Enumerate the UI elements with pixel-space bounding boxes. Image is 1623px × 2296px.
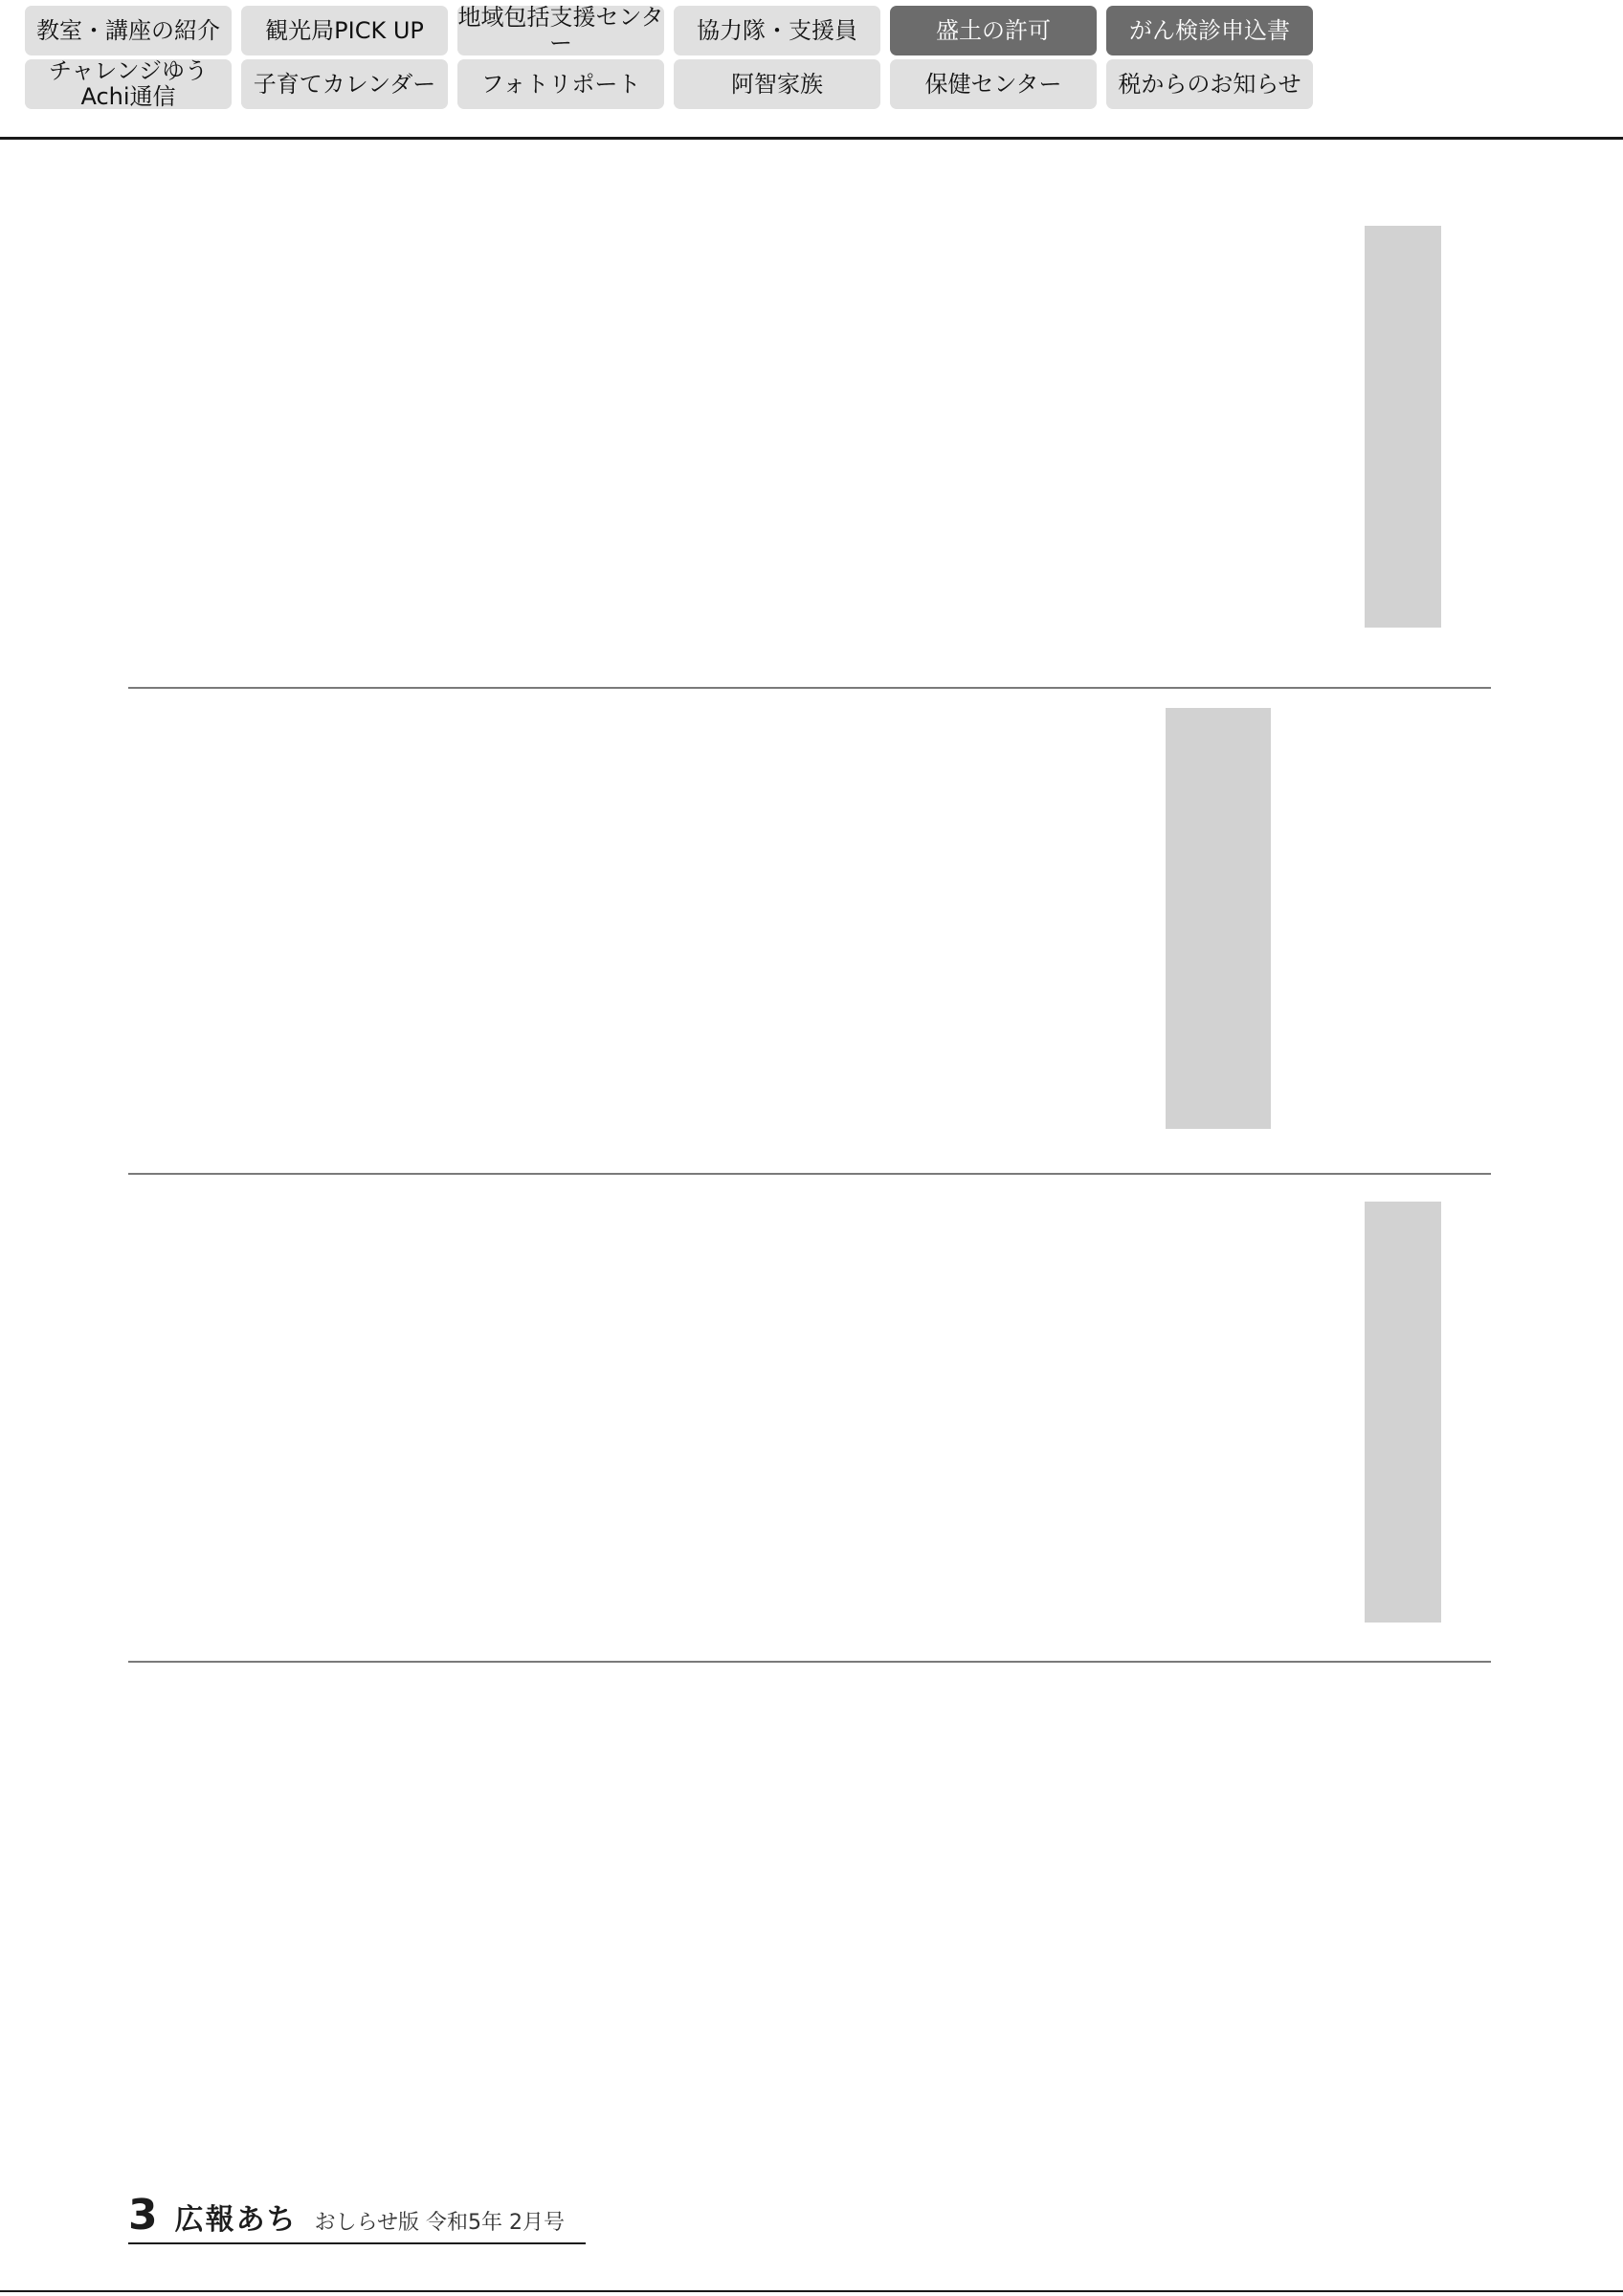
tab-cancer-screening[interactable]	[1106, 6, 1313, 55]
magazine-title: 広報あち	[174, 2203, 298, 2237]
tab-morido-permit[interactable]	[890, 6, 1097, 55]
tab-label: 保健センター	[924, 70, 1062, 98]
section-divider	[128, 1173, 1491, 1175]
tab-tax-news[interactable]	[1106, 59, 1313, 109]
tab-label: 盛土の許可	[936, 16, 1051, 44]
tab-support-center[interactable]	[457, 6, 664, 55]
section-divider	[128, 1661, 1491, 1663]
tab-label: 教室・講座の紹介	[36, 16, 220, 44]
tab-label: 税からのお知らせ	[1118, 70, 1301, 98]
tab-label: 観光局PICK UP	[265, 16, 424, 44]
tab-challenge[interactable]	[25, 59, 232, 109]
tab-label-line1: チャレンジゆう	[48, 57, 209, 84]
top-navigation	[25, 0, 1317, 111]
tab-cooperation[interactable]	[674, 6, 880, 55]
title-highlight	[1365, 226, 1441, 628]
tab-tourism[interactable]	[241, 6, 448, 55]
tab-health-center[interactable]	[890, 59, 1097, 109]
tab-childcare-calendar[interactable]	[241, 59, 448, 109]
page-number: 3	[128, 2191, 158, 2240]
tab-label: 協力隊・支援員	[697, 16, 857, 44]
tab-classes[interactable]	[25, 6, 232, 55]
section-divider	[128, 687, 1491, 689]
tab-label: 子育てカレンダー	[253, 70, 436, 98]
title-highlight	[1166, 708, 1271, 1129]
tab-label: フォトリポート	[480, 70, 641, 98]
edition-label: おしらせ版 令和5年 2月号	[314, 2211, 565, 2235]
tab-label: 地域包括支援センター	[457, 4, 664, 56]
page-footer	[128, 2191, 565, 2244]
tab-label: 阿智家族	[731, 70, 823, 98]
tab-label: がん検診申込書	[1129, 16, 1290, 44]
header-rule	[0, 137, 1623, 140]
title-highlight	[1365, 1202, 1441, 1623]
tab-photo-report[interactable]	[457, 59, 664, 109]
bottom-rule	[0, 2290, 1623, 2292]
tab-achi-family[interactable]	[674, 59, 880, 109]
tab-label-line2: Achi通信	[80, 83, 176, 110]
footer-rule	[128, 2242, 586, 2244]
